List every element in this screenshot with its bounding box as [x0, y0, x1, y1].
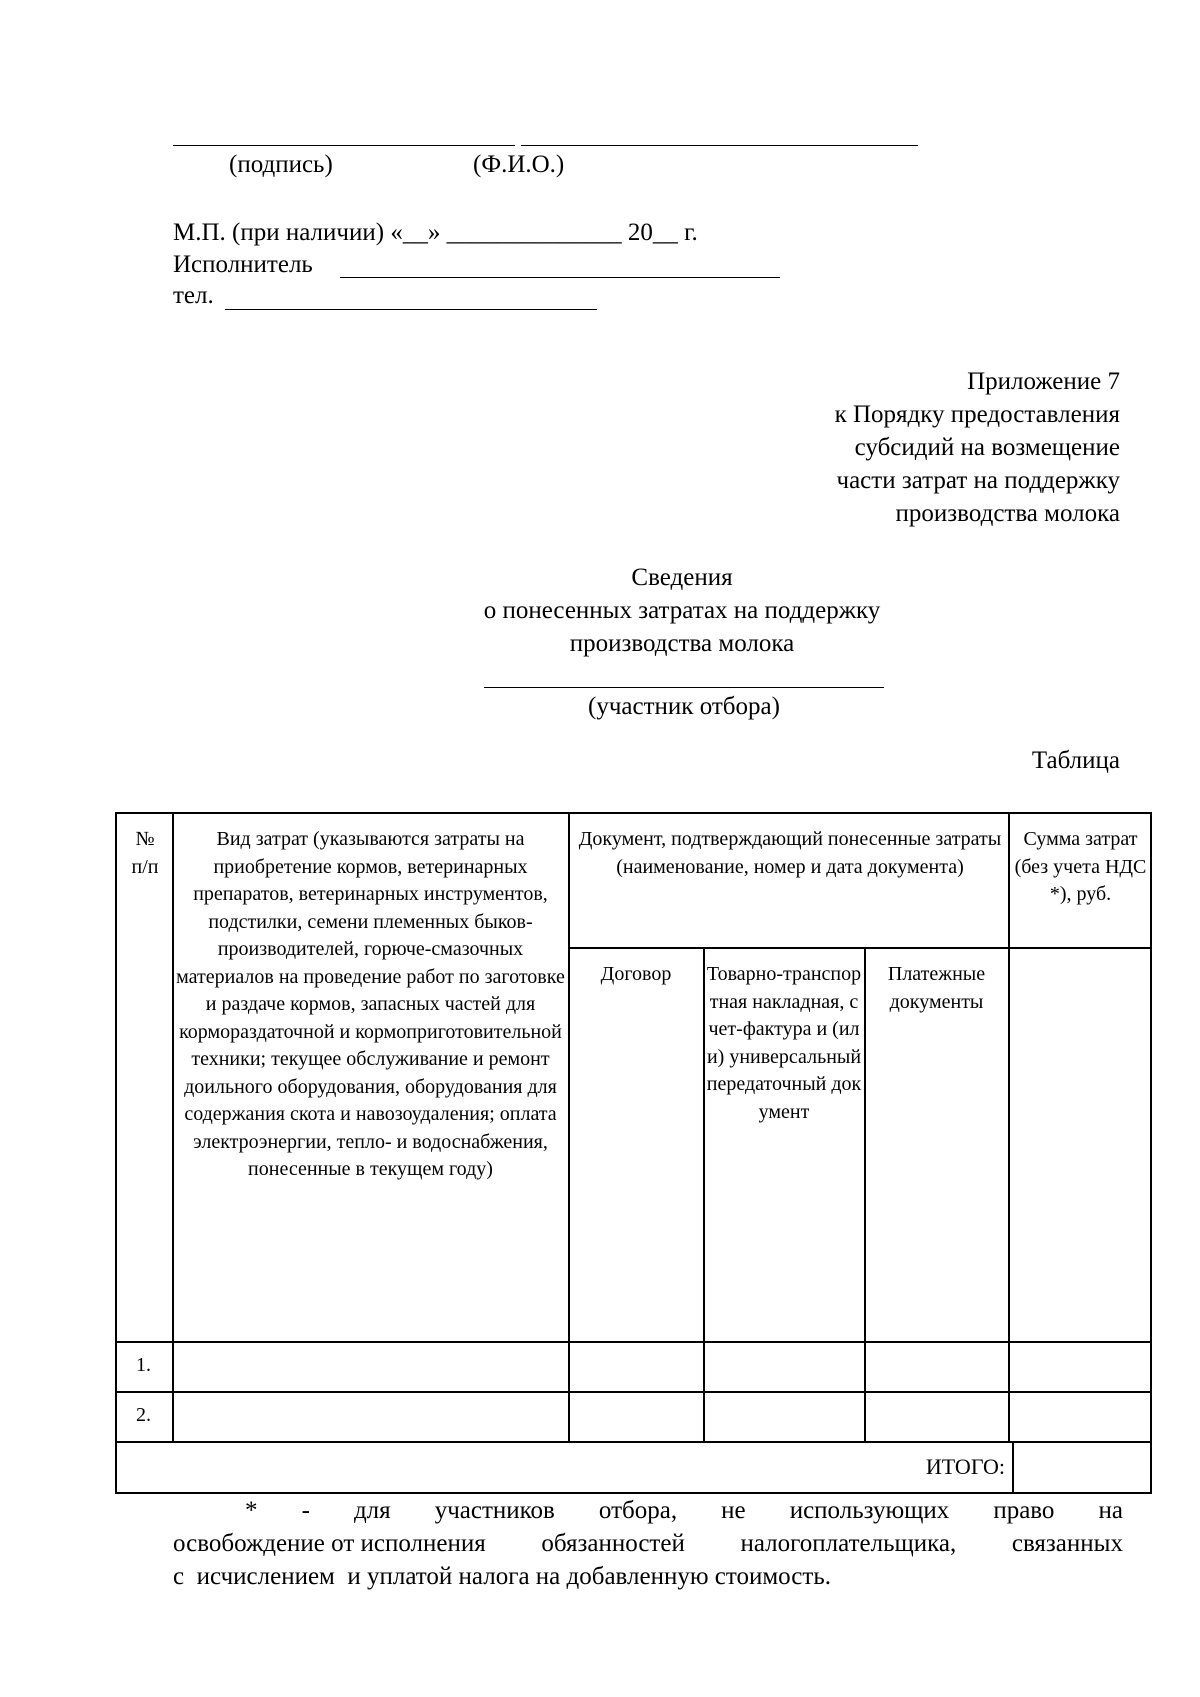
header-sum: Сумма затрат (без учета НДС *), руб. [1014, 828, 1147, 905]
table-rule [568, 947, 1152, 949]
row-number: 1. [136, 1354, 151, 1376]
footnote-word: * [245, 1497, 258, 1524]
heading-subtitle: производства молока [569, 630, 795, 657]
signature-line [173, 145, 515, 146]
subheader-waybill: Товарно-транспортная накладная, счет-фактура и (или) универсальный передаточный документ [706, 963, 862, 1123]
footnote-line [173, 1494, 1123, 1527]
footnote-word: связанных [1011, 1530, 1123, 1557]
heading-title: Сведения [631, 564, 733, 591]
footnote-word: отбора, [598, 1497, 678, 1524]
table-rule [115, 1441, 1152, 1443]
appendix-line: субсидий на возмещение [854, 434, 1120, 461]
footnote [173, 1494, 1123, 1593]
header-expense-type: Вид затрат (указываются затраты на приобретение кормов, ветеринарных препаратов, ветеринарных инструментов, подстилки, семени племенных быков-производителей, горюче-смазочных материалов на проведение работ по заготовке и раздаче кормов, запасных частей для кормораздаточной и кормоприготовительной техники; текущее обслуживание и ремонт доильного оборудования, оборудования для содержания скота и навозоудаления; оплата электроэнергии, тепло- и водоснабжения, понесенные в текущем году) [176, 828, 565, 1180]
footnote-word: - [301, 1497, 310, 1524]
table-rule [1012, 1441, 1014, 1493]
footnote-word: использующих [789, 1497, 950, 1524]
table-border-top [115, 812, 1152, 814]
executor-line [340, 277, 780, 278]
expenses-table [115, 812, 1152, 1494]
heading-subtitle: о понесенных затратах на поддержку [483, 597, 881, 624]
stamp-line: М.П. (при наличии) «__» ______________ 20__ г. [173, 219, 698, 246]
header-no: № п/п [131, 828, 159, 878]
footnote-word: участников [434, 1497, 555, 1524]
phone-label: тел. [173, 282, 214, 309]
fio-line [521, 145, 918, 146]
document-heading [382, 561, 982, 660]
footnote-word: для [353, 1497, 391, 1524]
subheader-payment-docs: Платежные документы [887, 963, 986, 1013]
footnote-line [173, 1527, 1123, 1560]
total-label: ИТОГО: [925, 1454, 1005, 1479]
footnote-word: не [721, 1497, 746, 1524]
row-number: 2. [136, 1404, 151, 1426]
appendix-line: части затрат на поддержку [836, 467, 1120, 494]
table-rule [864, 947, 866, 1443]
footnote-word: налогоплательщика, [740, 1530, 957, 1557]
table-border-right [1150, 812, 1152, 1494]
appendix-line: производства молока [895, 500, 1120, 527]
header-document: Документ, подтверждающий понесенные затраты (наименование, номер и дата документа) [578, 828, 1002, 878]
appendix-line: к Порядку предоставления [834, 401, 1120, 428]
subheader-contract: Договор [600, 963, 672, 985]
appendix-block [660, 365, 1120, 530]
participant-line [484, 687, 884, 688]
footnote-word: право [993, 1497, 1055, 1524]
appendix-line: Приложение 7 [967, 368, 1120, 395]
footnote-word: освобождение от исполнения [173, 1530, 486, 1557]
phone-line [225, 309, 597, 310]
footnote-word: на [1098, 1497, 1123, 1524]
table-rule [115, 1391, 1152, 1393]
fio-caption: (Ф.И.О.) [473, 151, 565, 178]
table-rule [1008, 812, 1010, 1443]
signature-caption: (подпись) [229, 151, 333, 178]
table-label: Таблица [1031, 747, 1120, 774]
table-rule [115, 1341, 1152, 1343]
footnote-line: с исчислением и уплатой налога на добавленную стоимость. [173, 1563, 831, 1590]
executor-label: Исполнитель [173, 251, 313, 278]
table-border-left [115, 812, 117, 1494]
participant-caption: (участник отбора) [588, 693, 780, 720]
footnote-word: обязанностей [541, 1530, 685, 1557]
table-rule [568, 812, 570, 1443]
